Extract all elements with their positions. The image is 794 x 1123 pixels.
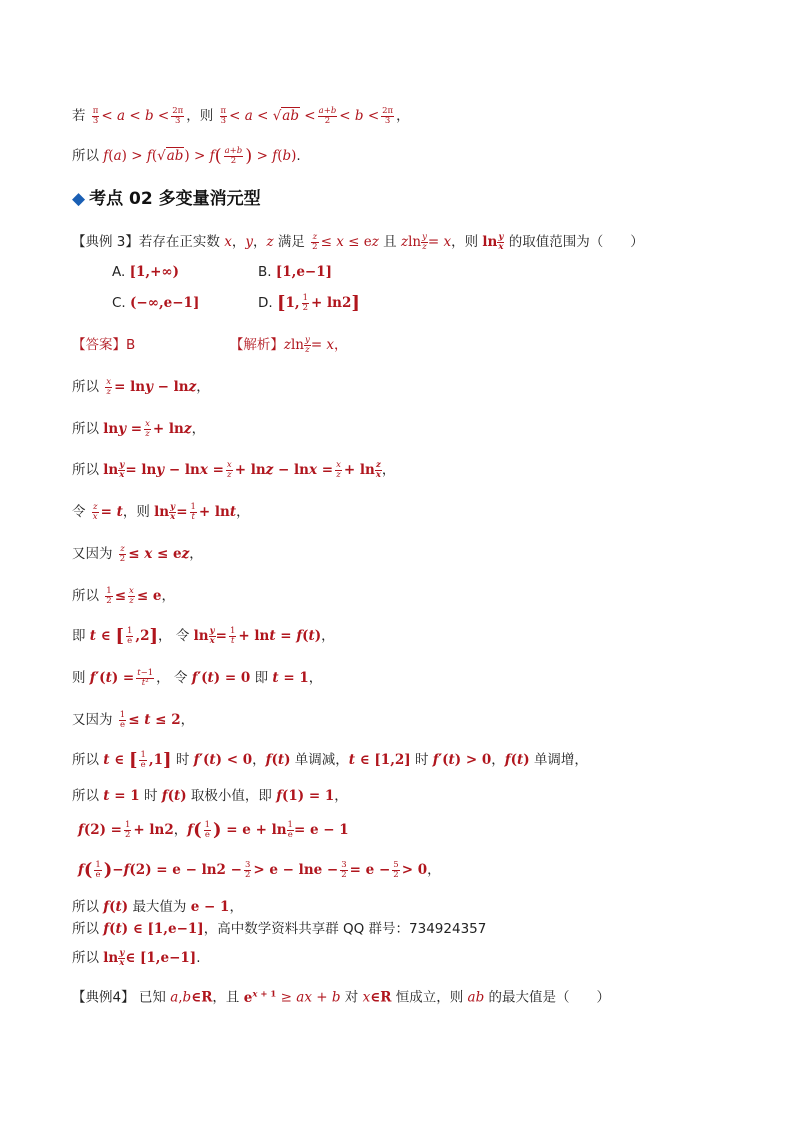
step-8: 则 f′(t) = $\frac{t-1}{\text{t²}}$ ， 令 f′(t) = 0 即 t = 1，	[72, 667, 323, 688]
frac-pi-3: $\frac{\pi}{3}$	[92, 105, 99, 126]
section-heading: ◆ 考点 02 多变量消元型	[72, 189, 261, 209]
step-11: 所以 t = 1 时 f(t) 取极小值，即 f(1) = 1，	[72, 788, 348, 804]
step-4: 令 $\frac{z}{x}$ = t，则 ln $\frac{y}{x}$ = $\frac{1}{t}$ + lnt，	[72, 501, 250, 522]
example-3-question: 【典例 3】若存在正实数 x，y，z 满足 $\frac{z}{2}$ ≤ x ≤ ez 且 zln $\frac{y}{z}$ = x，则 ln $\frac{y}{x}$ 的取值范围为（ ）	[72, 231, 644, 252]
inequality-line: 若 $\frac{\pi}{3}$ < a < b < $\frac{2\pi}{3}$ ，则 $\frac{\pi}{3}$ < a < √ab < $\frac{a+b}{2}$ < b < $\frac{2\pi}{3}$ ，	[72, 105, 410, 126]
step-15: 所以 f(t) ∈ [1,e−1]，高中数学资料共享群 QQ 群号：734924357	[72, 921, 487, 937]
step-16: 所以 ln $\frac{y}{x}$ ∈ [1,e−1].	[72, 948, 201, 968]
step-14: 所以 f(t) 最大值为 e − 1，	[72, 899, 243, 915]
qq-group-note: ，高中数学资料共享群 QQ 群号：734924357	[203, 921, 487, 937]
option-b[interactable]: B. [1,e−1]	[258, 264, 333, 280]
step-1: 所以 $\frac{x}{z}$ = lny − lnz，	[72, 376, 210, 397]
step-5: 又因为 $\frac{z}{2}$ ≤ x ≤ ez，	[72, 543, 203, 564]
step-3: 所以 ln $\frac{y}{x}$ = lny − lnx = $\frac{x}{z}$ + lnz − lnx = $\frac{x}{z}$ + ln $\frac{z}{x}$ ，	[72, 459, 396, 480]
option-a[interactable]: A. [1,+∞)	[112, 264, 180, 280]
step-9: 又因为 $\frac{1}{e}$ ≤ t ≤ 2，	[72, 709, 195, 730]
step-10: 所以 t ∈ [ $\frac{1}{e}$ ,1] 时 f′(t) < 0，f(t) 单调减，t ∈ [1,2] 时 f′(t) > 0，f(t) 单调增，	[72, 749, 588, 771]
step-2: 所以 lny = $\frac{x}{z}$ + lnz，	[72, 418, 206, 439]
answer-line: 【答案】B 【解析】zln $\frac{y}{z}$ = x，	[72, 335, 348, 355]
step-6: 所以 $\frac{1}{2}$ ≤ $\frac{x}{z}$ ≤ e，	[72, 585, 175, 606]
step-12: f(2) = $\frac{1}{2}$ + ln2，f( $\frac{1}{e}$ ) = e + ln $\frac{1}{e}$ = e − 1	[78, 819, 349, 841]
text-ruo: 若	[72, 108, 86, 124]
diamond-icon: ◆	[72, 189, 86, 209]
analysis-label: 【解析】	[229, 337, 284, 353]
step-7: 即 t ∈ [ $\frac{1}{e}$ ,2]， 令 ln $\frac{y}{x}$ = $\frac{1}{t}$ + lnt = f(t)，	[72, 625, 335, 647]
step-13: f( $\frac{1}{e}$ )−f(2) = e − ln2 − $\frac{3}{2}$ > e − lne − $\frac{3}{2}$ = e − $\frac{5}{2}$ > 0，	[78, 859, 441, 881]
option-d[interactable]: D. [1, $\frac{1}{2}$ + ln2]	[258, 292, 360, 314]
conclusion-line: 所以 f(a) > f(√ab) > f( $\frac{a+b}{2}$ ) > f(b).	[72, 145, 301, 167]
example-4-question: 【典例4】 已知 a,b∈R，且 $e^{x + 1}$ ≥ ax + b 对 x∈R 恒成立，则 ab 的最大值是（ ）	[72, 989, 611, 1006]
option-c[interactable]: C. (−∞,e−1]	[112, 295, 200, 311]
answer-label: 【答案】B	[72, 337, 136, 353]
